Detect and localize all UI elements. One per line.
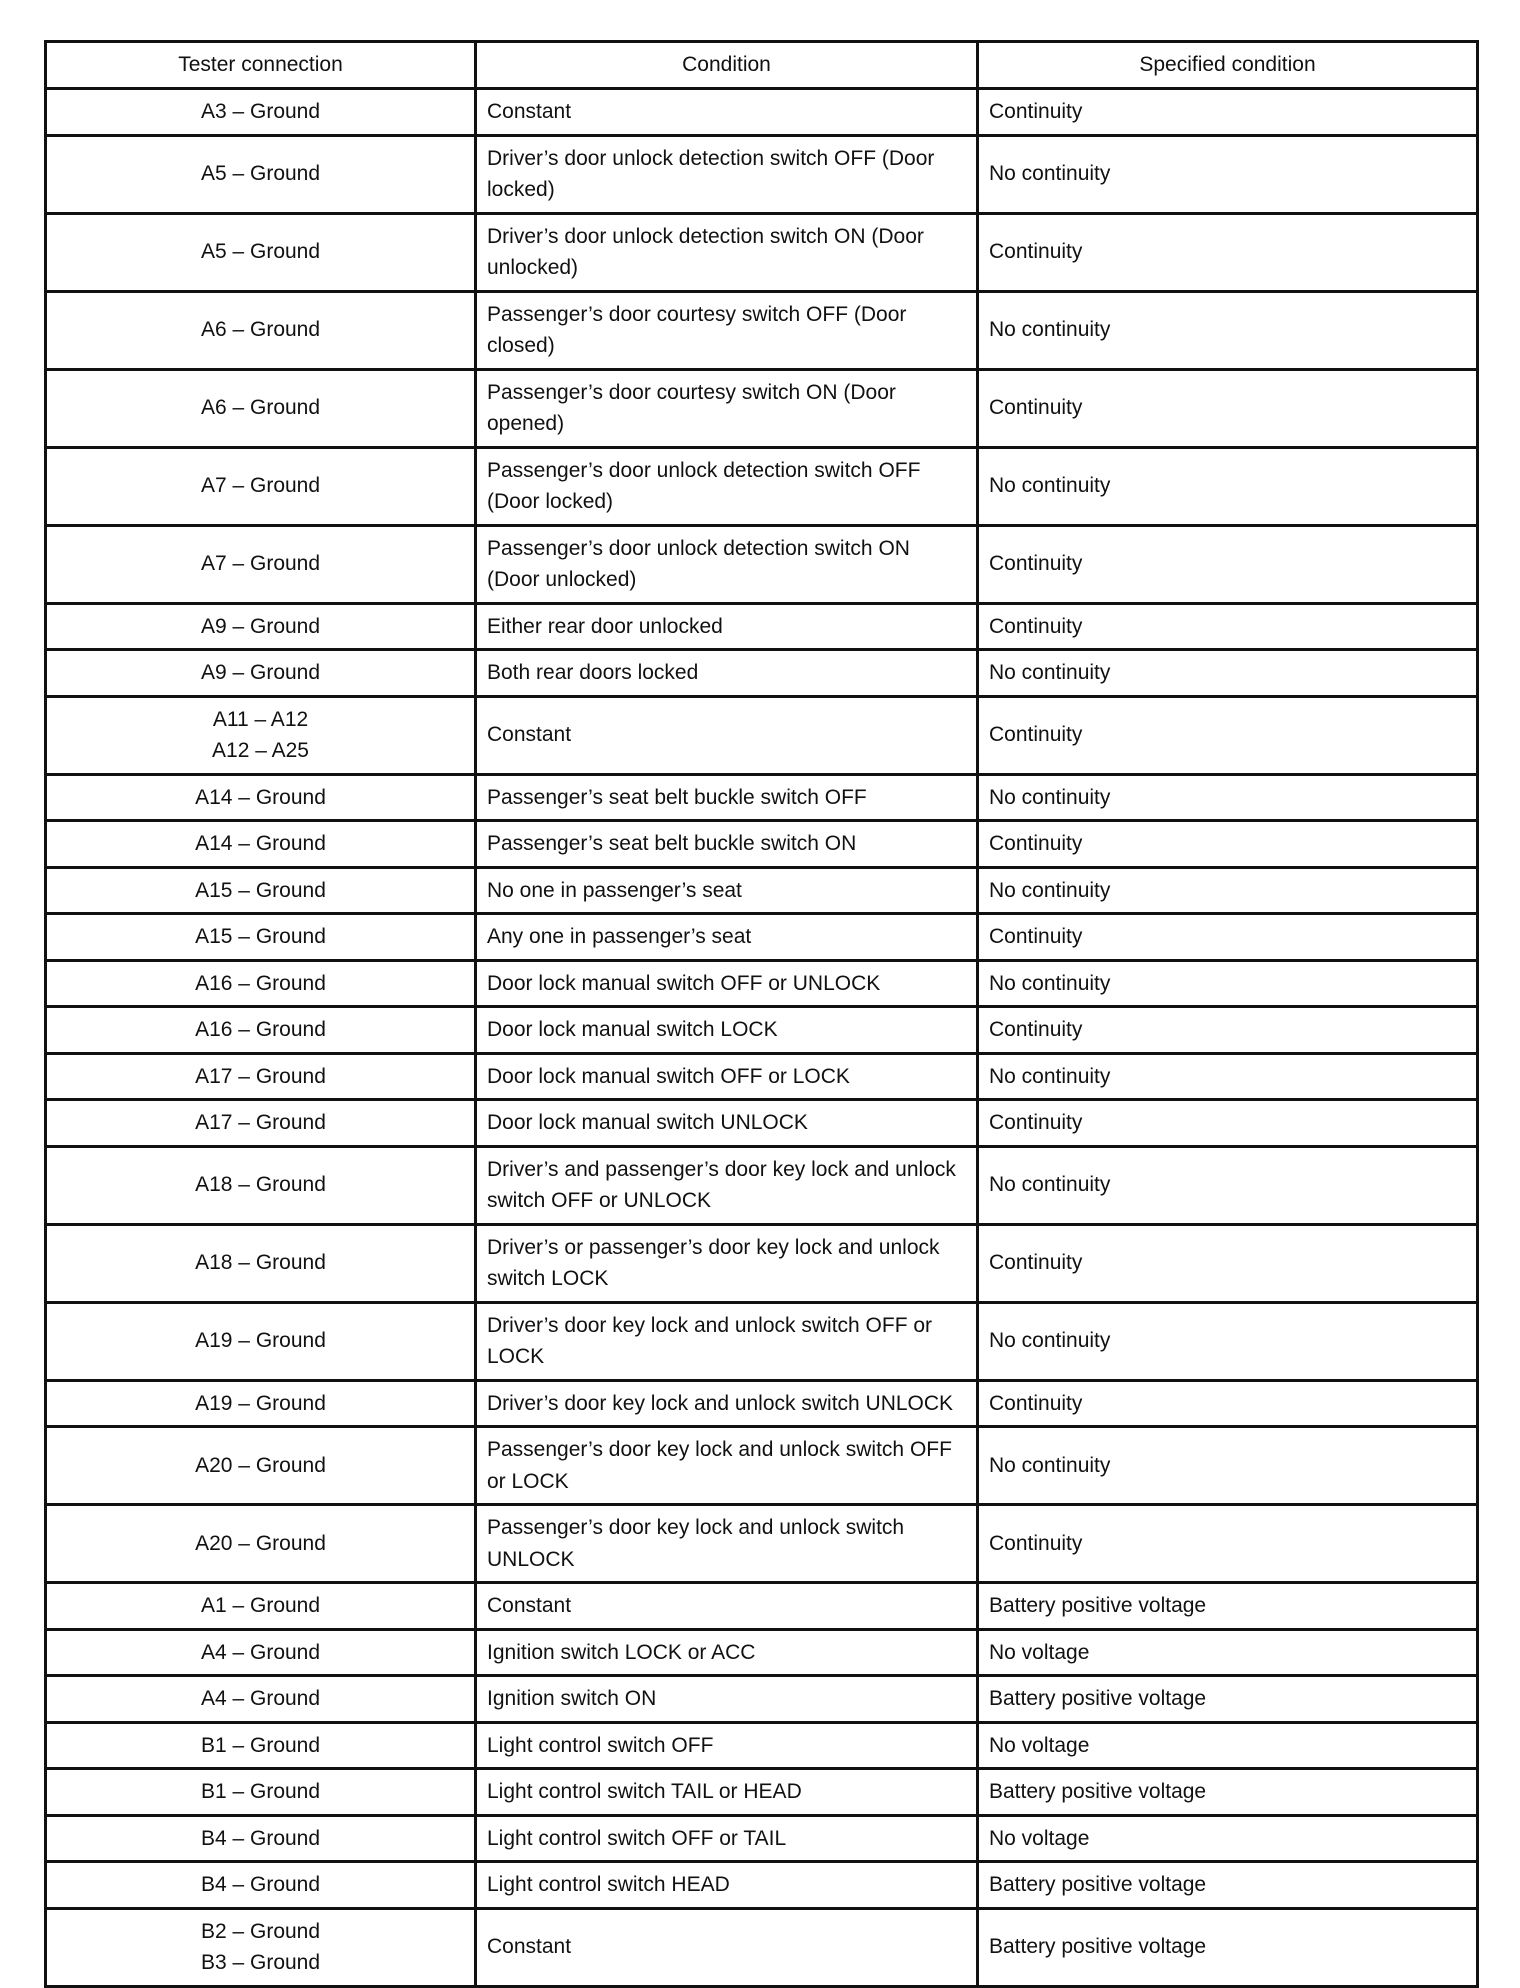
condition-cell: Driver’s door unlock detection switch OFF (Door locked) xyxy=(476,135,978,213)
table-row xyxy=(46,696,1478,774)
specified-condition-cell: Continuity xyxy=(978,89,1478,136)
specified-condition-cell: Continuity xyxy=(978,603,1478,650)
specified-condition-cell: Battery positive voltage xyxy=(978,1583,1478,1630)
table-row xyxy=(46,960,1478,1007)
specified-condition-cell: Battery positive voltage xyxy=(978,1908,1478,1986)
condition-cell: Either rear door unlocked xyxy=(476,603,978,650)
tester-connection-cell: A20 – Ground xyxy=(46,1427,476,1505)
specified-condition-cell: Continuity xyxy=(978,696,1478,774)
specified-condition-cell: Continuity xyxy=(978,1100,1478,1147)
table-row xyxy=(46,213,1478,291)
table-row xyxy=(46,447,1478,525)
condition-cell: Ignition switch ON xyxy=(476,1676,978,1723)
table-row xyxy=(46,603,1478,650)
table-row xyxy=(46,1676,1478,1723)
tester-connection-cell: A6 – Ground xyxy=(46,291,476,369)
table-row xyxy=(46,369,1478,447)
tester-connection-cell: A11 – A12 A12 – A25 xyxy=(46,696,476,774)
tester-connection-cell: A14 – Ground xyxy=(46,774,476,821)
specified-condition-cell: Continuity xyxy=(978,1224,1478,1302)
tester-connection-cell: A19 – Ground xyxy=(46,1380,476,1427)
tester-connection-cell: B2 – Ground B3 – Ground xyxy=(46,1908,476,1986)
condition-cell: Constant xyxy=(476,1583,978,1630)
specified-condition-cell: No voltage xyxy=(978,1629,1478,1676)
condition-cell: Passenger’s door key lock and unlock switch UNLOCK xyxy=(476,1505,978,1583)
table-row xyxy=(46,1053,1478,1100)
tester-connection-cell: A9 – Ground xyxy=(46,650,476,697)
specified-condition-cell: No voltage xyxy=(978,1722,1478,1769)
tester-connection-cell: A3 – Ground xyxy=(46,89,476,136)
table-row xyxy=(46,1722,1478,1769)
condition-cell: Light control switch HEAD xyxy=(476,1862,978,1909)
condition-cell: Passenger’s door courtesy switch OFF (Door closed) xyxy=(476,291,978,369)
condition-cell: Both rear doors locked xyxy=(476,650,978,697)
tester-connection-cell: A18 – Ground xyxy=(46,1146,476,1224)
tester-connection-cell: A19 – Ground xyxy=(46,1302,476,1380)
specified-condition-cell: Continuity xyxy=(978,213,1478,291)
condition-cell: Passenger’s door courtesy switch ON (Door opened) xyxy=(476,369,978,447)
table-row xyxy=(46,1146,1478,1224)
tester-connection-cell: A15 – Ground xyxy=(46,914,476,961)
condition-cell: Door lock manual switch UNLOCK xyxy=(476,1100,978,1147)
table-row xyxy=(46,1007,1478,1054)
specified-condition-cell: No continuity xyxy=(978,867,1478,914)
tester-connection-cell: A6 – Ground xyxy=(46,369,476,447)
table-row xyxy=(46,1629,1478,1676)
specified-condition-cell: No voltage xyxy=(978,1815,1478,1862)
condition-cell: Door lock manual switch LOCK xyxy=(476,1007,978,1054)
condition-cell: Driver’s or passenger’s door key lock and unlock switch LOCK xyxy=(476,1224,978,1302)
tester-connection-cell: A7 – Ground xyxy=(46,525,476,603)
table-row xyxy=(46,650,1478,697)
header-specified-condition: Specified condition xyxy=(978,42,1478,89)
specified-condition-cell: No continuity xyxy=(978,1146,1478,1224)
tester-connection-cell: A17 – Ground xyxy=(46,1100,476,1147)
tester-connection-cell: A17 – Ground xyxy=(46,1053,476,1100)
condition-cell: Constant xyxy=(476,89,978,136)
specified-condition-cell: No continuity xyxy=(978,291,1478,369)
condition-cell: Passenger’s door unlock detection switch OFF (Door locked) xyxy=(476,447,978,525)
tester-connection-table xyxy=(44,40,1479,1988)
table-row xyxy=(46,914,1478,961)
specified-condition-cell: No continuity xyxy=(978,1427,1478,1505)
table-row xyxy=(46,89,1478,136)
tester-connection-cell: A4 – Ground xyxy=(46,1676,476,1723)
condition-cell: Passenger’s seat belt buckle switch ON xyxy=(476,821,978,868)
table-row xyxy=(46,774,1478,821)
specified-condition-cell: Battery positive voltage xyxy=(978,1676,1478,1723)
table-row xyxy=(46,135,1478,213)
condition-cell: Passenger’s door unlock detection switch ON (Door unlocked) xyxy=(476,525,978,603)
condition-cell: Driver’s door key lock and unlock switch UNLOCK xyxy=(476,1380,978,1427)
tester-connection-cell: A16 – Ground xyxy=(46,1007,476,1054)
header-tester-connection: Tester connection xyxy=(46,42,476,89)
condition-cell: Any one in passenger’s seat xyxy=(476,914,978,961)
specified-condition-cell: No continuity xyxy=(978,774,1478,821)
tester-connection-cell: B4 – Ground xyxy=(46,1862,476,1909)
tester-connection-cell: B1 – Ground xyxy=(46,1722,476,1769)
table-row xyxy=(46,1769,1478,1816)
condition-cell: Driver’s door unlock detection switch ON (Door unlocked) xyxy=(476,213,978,291)
table-row xyxy=(46,1505,1478,1583)
condition-cell: Door lock manual switch OFF or UNLOCK xyxy=(476,960,978,1007)
tester-connection-cell: B1 – Ground xyxy=(46,1769,476,1816)
condition-cell: Ignition switch LOCK or ACC xyxy=(476,1629,978,1676)
specified-condition-cell: Continuity xyxy=(978,821,1478,868)
specified-condition-cell: Battery positive voltage xyxy=(978,1769,1478,1816)
table-row xyxy=(46,291,1478,369)
specified-condition-cell: Continuity xyxy=(978,525,1478,603)
specified-condition-cell: Continuity xyxy=(978,914,1478,961)
table-row xyxy=(46,1302,1478,1380)
header-row xyxy=(46,42,1478,89)
specified-condition-cell: No continuity xyxy=(978,1302,1478,1380)
table-row xyxy=(46,1815,1478,1862)
condition-cell: No one in passenger’s seat xyxy=(476,867,978,914)
table-header xyxy=(46,42,1478,89)
table-body xyxy=(46,89,1478,1987)
condition-cell: Light control switch TAIL or HEAD xyxy=(476,1769,978,1816)
specified-condition-cell: Continuity xyxy=(978,1007,1478,1054)
condition-cell: Passenger’s seat belt buckle switch OFF xyxy=(476,774,978,821)
table-row xyxy=(46,1583,1478,1630)
tester-connection-cell: B4 – Ground xyxy=(46,1815,476,1862)
condition-cell: Constant xyxy=(476,1908,978,1986)
table-row xyxy=(46,1224,1478,1302)
specified-condition-cell: Battery positive voltage xyxy=(978,1862,1478,1909)
table-row xyxy=(46,1862,1478,1909)
condition-cell: Light control switch OFF xyxy=(476,1722,978,1769)
condition-cell: Light control switch OFF or TAIL xyxy=(476,1815,978,1862)
tester-connection-cell: A20 – Ground xyxy=(46,1505,476,1583)
condition-cell: Driver’s door key lock and unlock switch OFF or LOCK xyxy=(476,1302,978,1380)
table-row xyxy=(46,525,1478,603)
specified-condition-cell: No continuity xyxy=(978,960,1478,1007)
specified-condition-cell: Continuity xyxy=(978,1380,1478,1427)
condition-cell: Door lock manual switch OFF or LOCK xyxy=(476,1053,978,1100)
tester-connection-cell: A15 – Ground xyxy=(46,867,476,914)
specified-condition-cell: No continuity xyxy=(978,1053,1478,1100)
tester-connection-cell: A4 – Ground xyxy=(46,1629,476,1676)
tester-connection-cell: A14 – Ground xyxy=(46,821,476,868)
specified-condition-cell: No continuity xyxy=(978,447,1478,525)
specified-condition-cell: Continuity xyxy=(978,1505,1478,1583)
specified-condition-cell: Continuity xyxy=(978,369,1478,447)
condition-cell: Driver’s and passenger’s door key lock and unlock switch OFF or UNLOCK xyxy=(476,1146,978,1224)
tester-connection-cell: A5 – Ground xyxy=(46,213,476,291)
tester-connection-cell: A5 – Ground xyxy=(46,135,476,213)
tester-connection-cell: A1 – Ground xyxy=(46,1583,476,1630)
tester-connection-cell: A7 – Ground xyxy=(46,447,476,525)
tester-connection-cell: A18 – Ground xyxy=(46,1224,476,1302)
table-row xyxy=(46,821,1478,868)
header-condition: Condition xyxy=(476,42,978,89)
specified-condition-cell: No continuity xyxy=(978,135,1478,213)
specified-condition-cell: No continuity xyxy=(978,650,1478,697)
condition-cell: Passenger’s door key lock and unlock switch OFF or LOCK xyxy=(476,1427,978,1505)
table-row xyxy=(46,1380,1478,1427)
table-row xyxy=(46,1100,1478,1147)
table-row xyxy=(46,1427,1478,1505)
condition-cell: Constant xyxy=(476,696,978,774)
spec-table-container xyxy=(44,40,1476,1974)
table-row xyxy=(46,867,1478,914)
tester-connection-cell: A9 – Ground xyxy=(46,603,476,650)
tester-connection-cell: A16 – Ground xyxy=(46,960,476,1007)
table-row xyxy=(46,1908,1478,1986)
